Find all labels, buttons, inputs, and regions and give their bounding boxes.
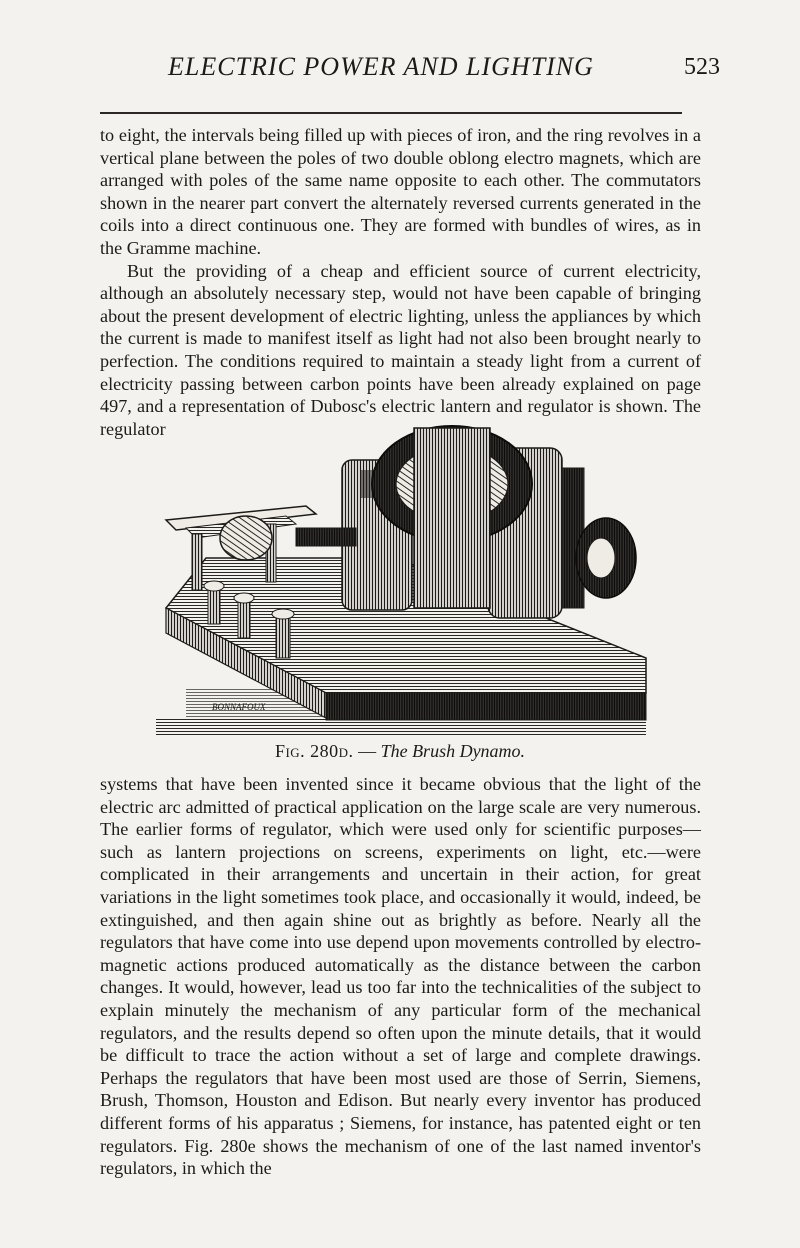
caption-dash: — <box>358 741 377 761</box>
page-number: 523 <box>684 54 720 80</box>
figure-caption <box>0 741 800 762</box>
header-rule <box>100 112 682 114</box>
caption-title: The Brush Dynamo. <box>380 741 526 761</box>
paragraph-regulator-systems: systems that have been invented since it became obvious that the light of the electric arc admitted of practical application on the large scale are very numerous. The earlier forms of regulator, which were used only for scientific purposes—such as lantern projections on screens, experiments on light, etc.—were complicated in their arrangements and uncertain in their action, for great variations in the light sometimes took place, and occasionally it would, indeed, be extinguished, and then again shine out as brightly as before. Nearly all the regulators that have come into use depend upon movements controlled by electro-magnetic actions produced automatically as the distance between the carbon changes. It would, however, lead us too far into the technicalities of the subject to explain minutely the mechanism of any particular form of the mechanical regulators, and the results depend so often upon the minute details, that it would be difficult to trace the action without a set of large and complete drawings. Perhaps the regulators that have been most used are those of Serrin, Siemens, Brush, Thomson, Houston and Edison. But nearly every inventor has produced different forms of his apparatus ; Siemens, for instance, has patented eight or ten regulators. Fig. 280e shows the mechanism of one of the last named inventor's regulators, in which the <box>100 774 701 1179</box>
paragraph-continued: to eight, the intervals being filled up with pieces of iron, and the ring revolves in a vertical plane between the poles of two double oblong electro magnets, which are arranged with poles of the same name opposite to each other. The commutators shown in the nearer part convert the alternately reversed currents generated in the coils into a direct continuous one. They are formed with bundles of wires, as in the Gramme machine. <box>100 125 701 258</box>
caption-label: Fig. 280d. <box>274 741 354 761</box>
drive-pulley <box>576 518 636 598</box>
page-header <box>0 52 800 92</box>
figure-brush-dynamo <box>146 388 660 742</box>
paragraph-regulators: But the providing of a cheap and efficient source of current electricity, although an absolutely necessary step, would not have been capable of bringing about the present development of electric lighting, unless the appliances by which the current is made to manifest itself as light had not also been brought nearly to perfection. The conditions required to maintain a steady light from a current of electricity passing between carbon points have been already explained on page 497, and a representation of Dubosc's electric lantern and regulator is shown. The regulator <box>100 260 701 439</box>
engraver-signature: BONNAFOUX <box>212 702 266 712</box>
running-title: ELECTRIC POWER AND LIGHTING <box>168 52 594 81</box>
body-text-bottom <box>100 773 701 1180</box>
dynamo-engraving <box>146 388 660 742</box>
